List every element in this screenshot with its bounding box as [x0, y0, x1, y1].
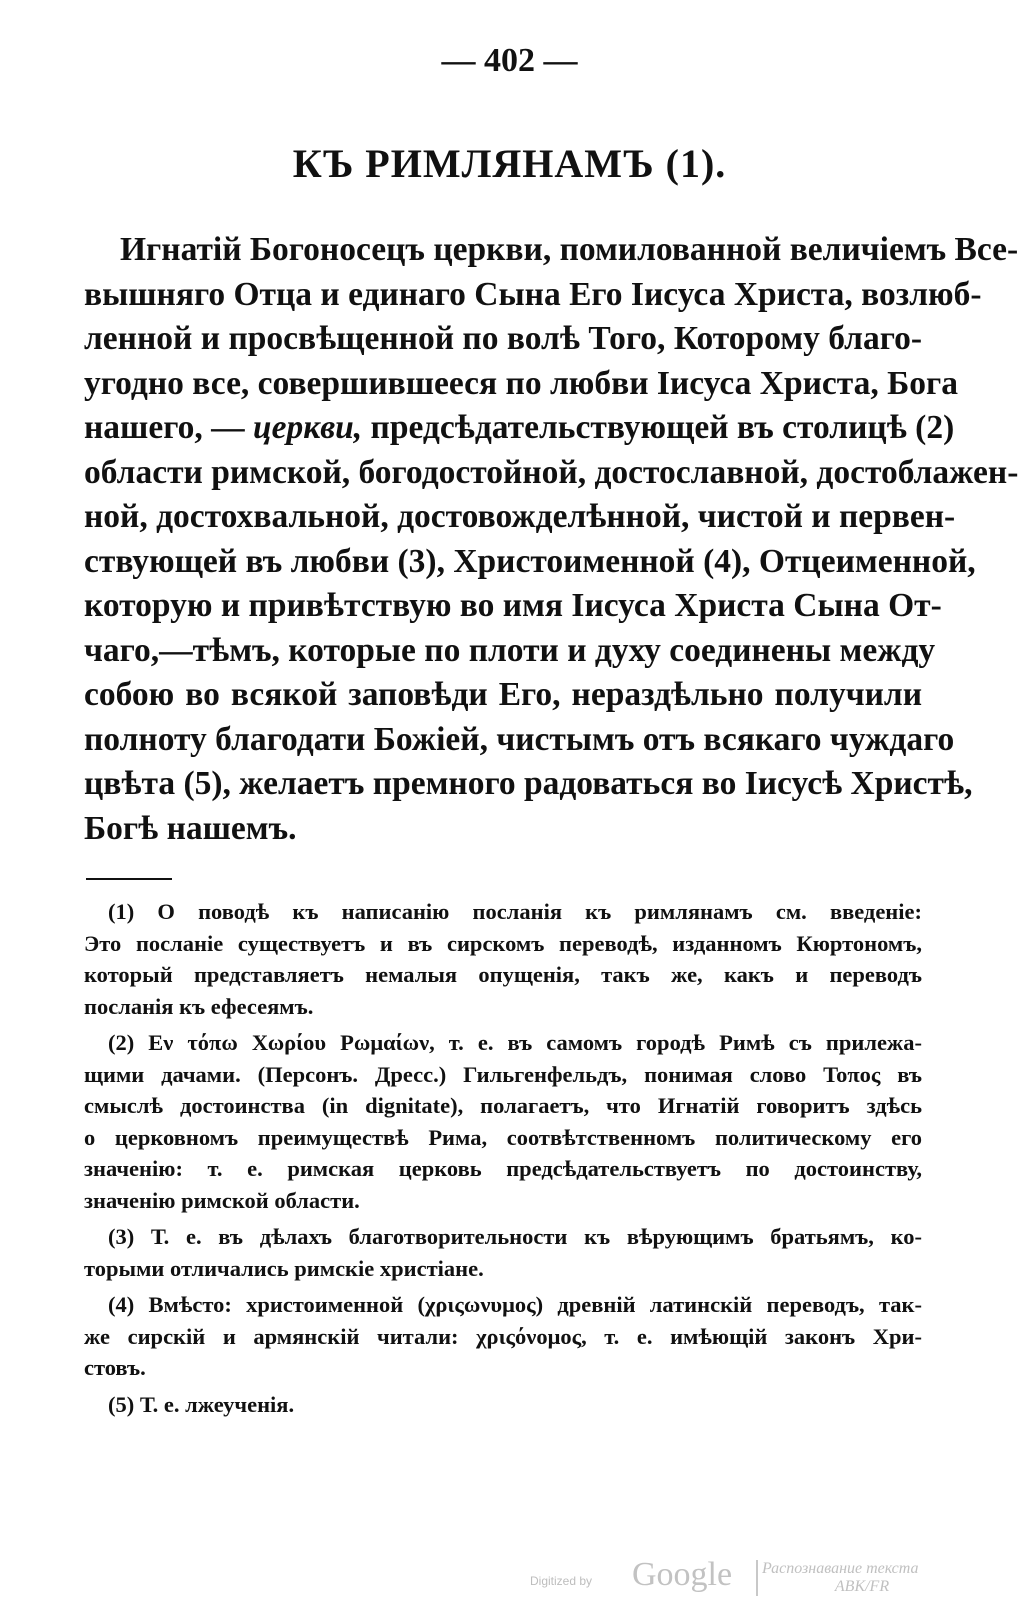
footnote-3	[84, 1221, 922, 1284]
footnotes	[84, 896, 922, 1425]
footnote-line: стовъ.	[84, 1355, 146, 1380]
text-line: ленной и просвѣщенной по волѣ Того, Которому благо-	[84, 320, 922, 357]
footnote-5	[84, 1389, 922, 1421]
text-line: чаго,—тѣмъ, которые по плоти и духу соединены между	[84, 631, 936, 669]
text-line: вышняго Отца и единаго Сына Его Іисуса Христа, возлюб-	[84, 275, 982, 313]
text-segment: нашего, —	[84, 409, 245, 446]
text-segment: предсѣдательствующей въ столицѣ (2)	[370, 409, 955, 446]
footnote-1	[84, 896, 922, 1022]
footnote-line: Это посланіе существуетъ и въ сирскомъ переводѣ, изданномъ Кюртономъ,	[84, 930, 922, 956]
text-line: собою во всякой заповѣди Его, нераздѣльно получили	[84, 676, 922, 713]
text-line: которую и привѣтствую во имя Іисуса Христа Сына От-	[84, 587, 942, 624]
ocr-stamp-signature: ABK/FR	[834, 1578, 890, 1595]
footnote-line: посланія къ ефесеямъ.	[84, 993, 314, 1019]
text-line-mixed	[84, 406, 955, 451]
italic-word: церкви,	[252, 409, 363, 446]
footnote-line: (1) О поводѣ къ написанію посланія къ римлянамъ см. введеніе:	[108, 899, 922, 924]
footnote-line: значенію римской области.	[84, 1187, 360, 1213]
footnote-line: о церковномъ преимуществѣ Рима, соотвѣтственномъ политическому его	[84, 1124, 922, 1150]
page-number: — 402 —	[441, 42, 578, 79]
google-logo: Google	[632, 1556, 733, 1593]
text-line: ствующей въ любви (3), Христоименной (4), Отцеименной,	[84, 542, 976, 580]
footnote-line: торыми отличались римскіе христіане.	[84, 1255, 484, 1281]
footnote-line: (2) Εν τόπω Χωρίου Ρωμαίων, т. е. въ самомъ городѣ Римѣ съ прилежа-	[108, 1030, 922, 1055]
footnote-divider	[86, 878, 172, 880]
footnote-line: значенію: т. е. римская церковь предсѣдательствуетъ по достоинству,	[84, 1156, 922, 1181]
footnote-4	[84, 1289, 922, 1384]
digitization-watermark	[520, 1556, 950, 1596]
text-line: ной, достохвальной, достовожделѣнной, чистой и первен-	[84, 498, 956, 535]
digitized-by-label: Digitized by	[530, 1574, 593, 1588]
footnote-line: который представляетъ немалыя опущенія, такъ же, какъ и переводъ	[84, 962, 922, 987]
footnote-line: (4) Вмѣсто: христоименной (χριςωνυμος) древній латинскій переводъ, так-	[108, 1292, 922, 1317]
text-line: Богѣ нашемъ.	[84, 809, 297, 847]
page-title: КЪ РИМЛЯНАМЪ (1).	[292, 141, 727, 186]
footnote-line: же сирскій и армянскій читали: χριςόνομος, т. е. имѣющій законъ Хри-	[84, 1323, 922, 1349]
text-line: области римской, богодостойной, достославной, достоблажен-	[84, 453, 1019, 491]
footnote-2	[84, 1027, 922, 1216]
text-line: цвѣта (5), желаетъ премного радоваться во Іисусѣ Христѣ,	[84, 765, 973, 802]
body-text	[84, 228, 1019, 851]
ocr-stamp	[756, 1560, 962, 1596]
footnote-line: щими дачами. (Персонъ. Дресс.) Гильгенфельдъ, понимая слово Τοπος въ	[84, 1061, 922, 1087]
text-line: угодно все, совершившееся по любви Іисуса Христа, Бога	[84, 364, 958, 402]
footnote-line: (3) Т. е. въ дѣлахъ благотворительности къ вѣрующимъ братьямъ, ко-	[108, 1224, 922, 1249]
text-line: Игнатій Богоносецъ церкви, помилованной величіемъ Все-	[120, 231, 1019, 268]
text-line: полноту благодати Божіей, чистымъ отъ всякаго чуждаго	[84, 720, 955, 758]
footnote-line: смыслѣ достоинства (in dignitate), полагаетъ, что Игнатій говоритъ здѣсь	[84, 1093, 922, 1118]
ocr-stamp-line: Распознавание текста	[762, 1560, 919, 1577]
footnote-line: (5) Т. е. лжеученія.	[108, 1391, 295, 1417]
